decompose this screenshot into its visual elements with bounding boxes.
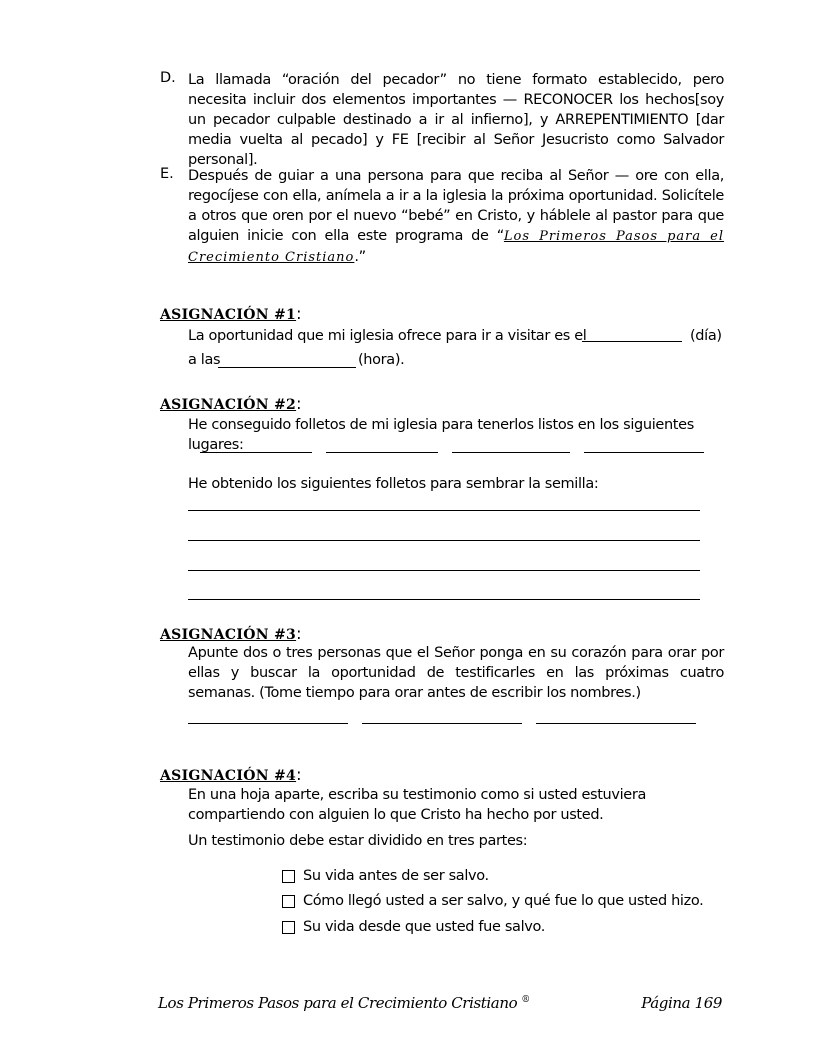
place-blank-1[interactable] <box>200 452 312 453</box>
item-e-letter: E. <box>160 166 174 182</box>
assignment-4 <box>160 765 724 851</box>
assignment-1-line1: La oportunidad que mi iglesia ofrece para ir a visitar es el <box>188 328 587 344</box>
checklist-item-1 <box>282 868 489 884</box>
hour-label: (hora). <box>358 352 405 368</box>
name-blank-2[interactable] <box>362 723 522 724</box>
assignment-2 <box>160 394 724 455</box>
checklist-label-3: Su vida desde que usted fue salvo. <box>303 919 546 935</box>
footer-book-title: Los Primeros Pasos para el Crecimiento Cristiano ® <box>158 994 530 1012</box>
assignment-2-heading: ASIGNACIÓN #2: <box>160 394 302 413</box>
checkbox-icon[interactable] <box>282 921 295 934</box>
pamphlet-line-4[interactable] <box>188 599 700 600</box>
day-blank[interactable] <box>582 341 682 342</box>
checklist-item-3 <box>282 919 545 935</box>
place-blank-4[interactable] <box>584 452 704 453</box>
assignment-4-heading: ASIGNACIÓN #4: <box>160 765 302 784</box>
item-e-body <box>188 166 724 268</box>
pamphlet-line-3[interactable] <box>188 570 700 571</box>
checkbox-icon[interactable] <box>282 870 295 883</box>
assignment-3-text: Apunte dos o tres personas que el Señor ponga en su corazón para orar por ellas y buscar la oportunidad de testificarles en las próximas cuatro semanas. (Tome tiempo para orar antes de escribir los nombres.) <box>188 645 724 701</box>
hour-prefix: a las <box>188 352 221 368</box>
place-blank-3[interactable] <box>452 452 570 453</box>
day-label: (día) <box>690 328 722 344</box>
assignment-3 <box>160 624 724 703</box>
name-blank-1[interactable] <box>188 723 348 724</box>
item-d-letter: D. <box>160 70 176 86</box>
assignment-1-heading: ASIGNACIÓN #1: <box>160 304 302 323</box>
pamphlet-line-2[interactable] <box>188 540 700 541</box>
hour-blank[interactable] <box>218 367 356 368</box>
assignment-2-text2: He obtenido los siguientes folletos para sembrar la semilla: <box>188 476 599 492</box>
name-blank-3[interactable] <box>536 723 696 724</box>
checkbox-icon[interactable] <box>282 895 295 908</box>
assignment-2-text1: He conseguido folletos de mi iglesia para tenerlos listos en los siguientes lugares: <box>188 417 694 453</box>
pamphlet-line-1[interactable] <box>188 510 700 511</box>
item-e-text-end: .” <box>354 249 366 265</box>
checklist-label-1: Su vida antes de ser salvo. <box>303 868 489 884</box>
checklist-item-2 <box>282 893 703 909</box>
program-title: Los Primeros Pasos para el Crecimiento Cristiano <box>188 229 725 265</box>
item-e <box>160 166 724 268</box>
assignment-4-text1: En una hoja aparte, escriba su testimonio como si usted estuviera compartiendo con alguien lo que Cristo ha hecho por usted. <box>188 787 647 823</box>
page-number: Página 169 <box>641 994 722 1012</box>
item-e-text: Después de guiar a una persona para que reciba al Señor — ore con ella, regocíjese con ella, anímela a ir a la iglesia la próxima oportunidad. Solicítele a otros que oren por el nuevo “bebé” en Cristo, y háblele al pastor para que alguien inicie con ella este programa de “ <box>188 168 724 244</box>
place-blank-2[interactable] <box>326 452 438 453</box>
item-d-text: La llamada “oración del pecador” no tiene formato establecido, pero necesita incluir dos elementos importantes — RECONOCER los hechos[soy un pecador culpable destinado a ir al infierno], y ARREPENTIMIENTO [dar media vuelta al pecado] y FE [recibir al Señor Jesucristo como Salvador personal]. <box>188 72 724 168</box>
assignment-3-heading: ASIGNACIÓN #3: <box>160 624 302 643</box>
registered-mark: ® <box>521 995 530 1005</box>
item-d <box>160 70 724 170</box>
assignment-4-text2: Un testimonio debe estar dividido en tres partes: <box>188 833 528 849</box>
checklist-label-2: Cómo llegó usted a ser salvo, y qué fue lo que usted hizo. <box>303 893 704 909</box>
assignment-1 <box>160 304 724 323</box>
